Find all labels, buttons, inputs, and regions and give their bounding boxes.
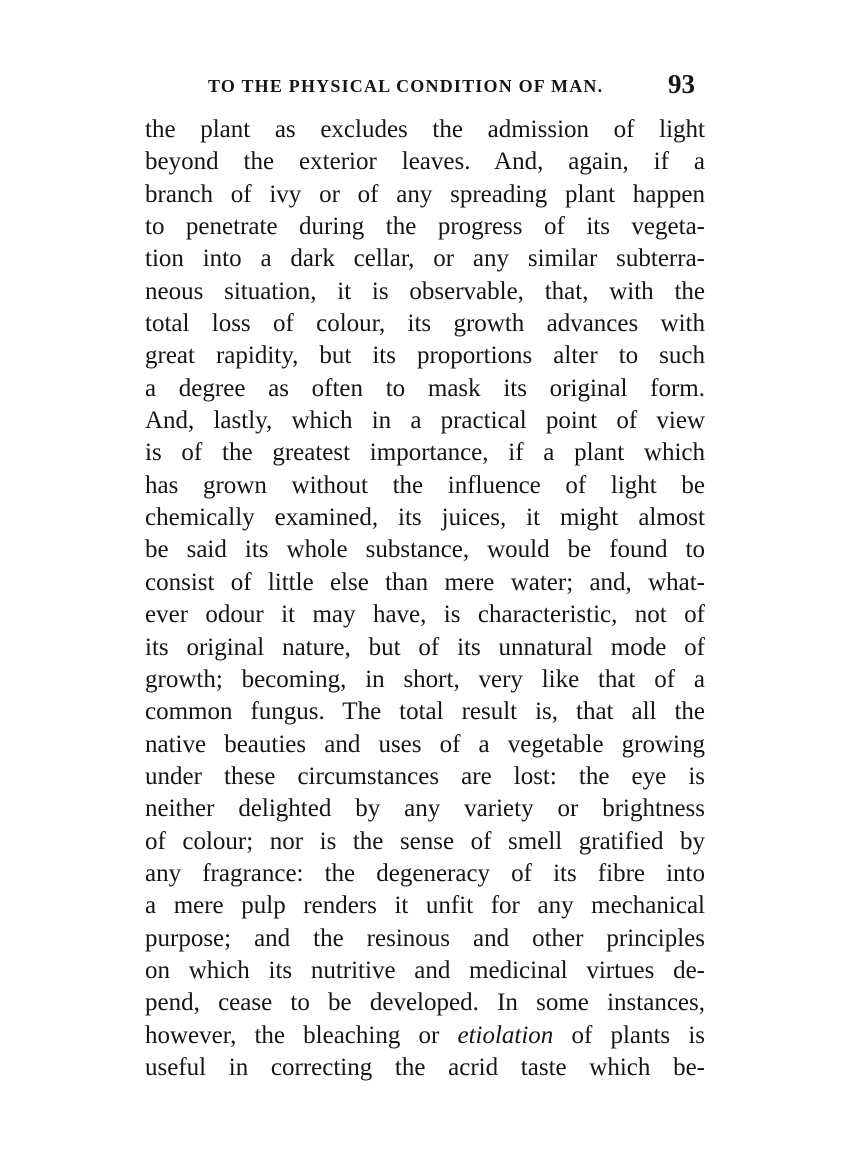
text-line-27: on which its nutritive and medicinal virtues de-: [145, 956, 705, 984]
body-text: [145, 114, 705, 1084]
text-line-1: the plant as excludes the admission of light: [145, 116, 705, 143]
text-line-13: chemically examined, its juices, it might almost: [145, 504, 705, 532]
text-line-10: And, lastly, which in a practical point of view: [145, 407, 705, 435]
text-line-23: of colour; nor is the sense of smell gratified by: [145, 827, 705, 855]
text-line-18: growth; becoming, in short, very like that of a: [145, 665, 705, 693]
text-line-6: neous situation, it is observable, that, with the: [145, 277, 705, 305]
text-line-19: common fungus. The total result is, that all the: [145, 698, 705, 726]
text-line-20: native beauties and uses of a vegetable growing: [145, 730, 705, 758]
running-header: [190, 68, 705, 102]
text-line-24: any fragrance: the degeneracy of its fibre into: [145, 859, 705, 887]
line-29-before-italic: however, the bleaching or: [145, 1021, 458, 1049]
text-line-2: beyond the exterior leaves. And, again, if a: [145, 148, 705, 176]
text-line-3: branch of ivy or of any spreading plant happen: [145, 180, 705, 208]
text-line-17: its original nature, but of its unnatural mode of: [145, 633, 705, 661]
text-line-7: total loss of colour, its growth advances with: [145, 310, 705, 338]
text-line-12: has grown without the influence of light be: [145, 471, 705, 499]
text-line-14: be said its whole substance, would be found to: [145, 536, 705, 564]
text-line-16: ever odour it may have, is characteristic, not of: [145, 601, 705, 629]
text-line-30: useful in correcting the acrid taste which be-: [145, 1053, 705, 1081]
text-line-15: consist of little else than mere water; and, what-: [145, 568, 705, 596]
text-line-4: to penetrate during the progress of its vegeta-: [145, 213, 705, 241]
text-line-8: great rapidity, but its proportions alter to such: [145, 342, 705, 370]
italic-term-etiolation: etiolation: [457, 1021, 554, 1049]
text-line-26: purpose; and the resinous and other principles: [145, 924, 705, 952]
text-line-21: under these circumstances are lost: the eye is: [145, 762, 705, 790]
line-29-after-italic: of plants is: [553, 1021, 705, 1049]
page-number: 93: [668, 69, 695, 99]
running-title: TO THE PHYSICAL CONDITION OF MAN.: [208, 76, 604, 96]
text-line-28: pend, cease to be developed. In some instances,: [145, 989, 705, 1017]
text-line-11: is of the greatest importance, if a plant which: [145, 439, 705, 467]
text-line-29: [145, 1020, 705, 1052]
text-line-5: tion into a dark cellar, or any similar subterra-: [145, 245, 705, 273]
text-line-25: a mere pulp renders it unfit for any mechanical: [145, 892, 705, 920]
text-line-22: neither delighted by any variety or brightness: [145, 795, 705, 823]
text-line-9: a degree as often to mask its original form.: [145, 374, 705, 402]
